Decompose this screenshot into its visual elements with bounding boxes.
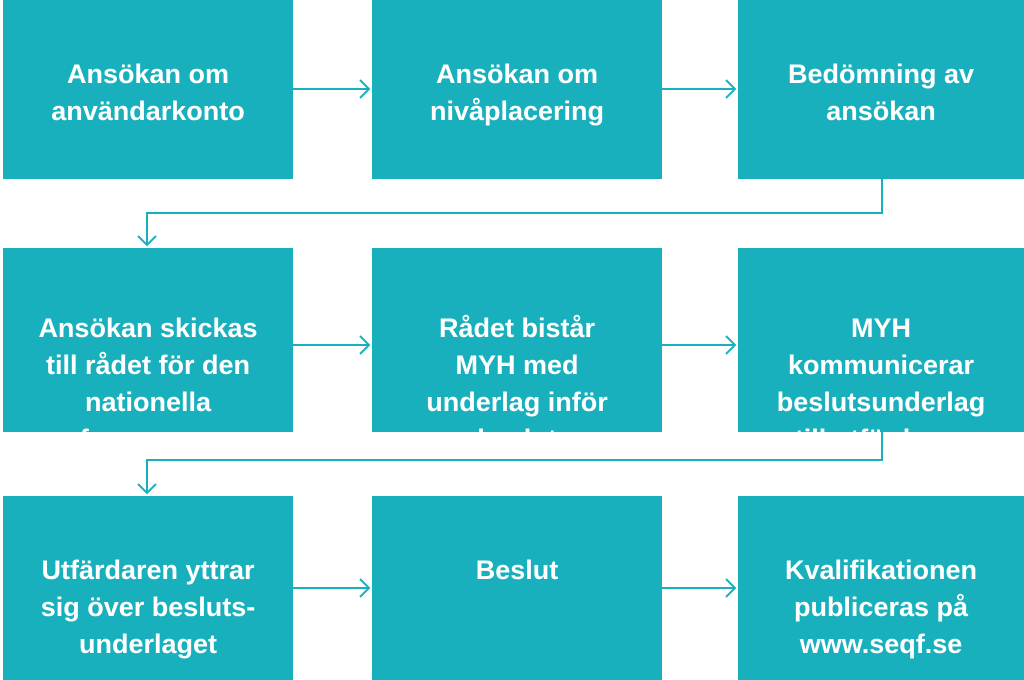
step-box-level-placement-application [372,0,662,179]
step-label: Ansökan om nivåplacering [429,59,605,126]
step-label: Ansökan om användarkonto [51,59,245,126]
step-box-issuer-responds [3,496,293,680]
step-label: Rådet bistår MYH med underlag inför beslut [426,313,608,454]
step-box-qualification-published [738,496,1024,680]
arrow-step7-to-step8 [293,579,369,597]
step-label: Utfärdaren yttrar sig över besluts- underlaget [40,555,256,659]
step-label: Ansökan skickas till rådet för den nationella referensramen [38,313,258,454]
step-box-user-account-application [3,0,293,179]
arrow-step3-to-step4 [138,179,882,245]
step-label: MYH kommunicerar beslutsunderlag till utfärdaren [776,313,986,454]
step-label: Kvalifikationen publiceras på www.seqf.se [784,555,978,659]
step-box-sent-to-council [3,248,293,454]
step-box-myh-communicates [738,248,1024,454]
step-label: Bedömning av ansökan [787,59,975,126]
arrow-step8-to-step9 [662,579,735,597]
arrow-step4-to-step5 [293,336,369,354]
arrow-step5-to-step6 [662,336,735,354]
step-label: Beslut [475,555,559,585]
step-box-decision [372,496,662,680]
step-box-council-assists [372,248,662,454]
arrow-step1-to-step2 [293,80,369,98]
step-box-application-assessment [738,0,1024,179]
arrow-step2-to-step3 [662,80,735,98]
